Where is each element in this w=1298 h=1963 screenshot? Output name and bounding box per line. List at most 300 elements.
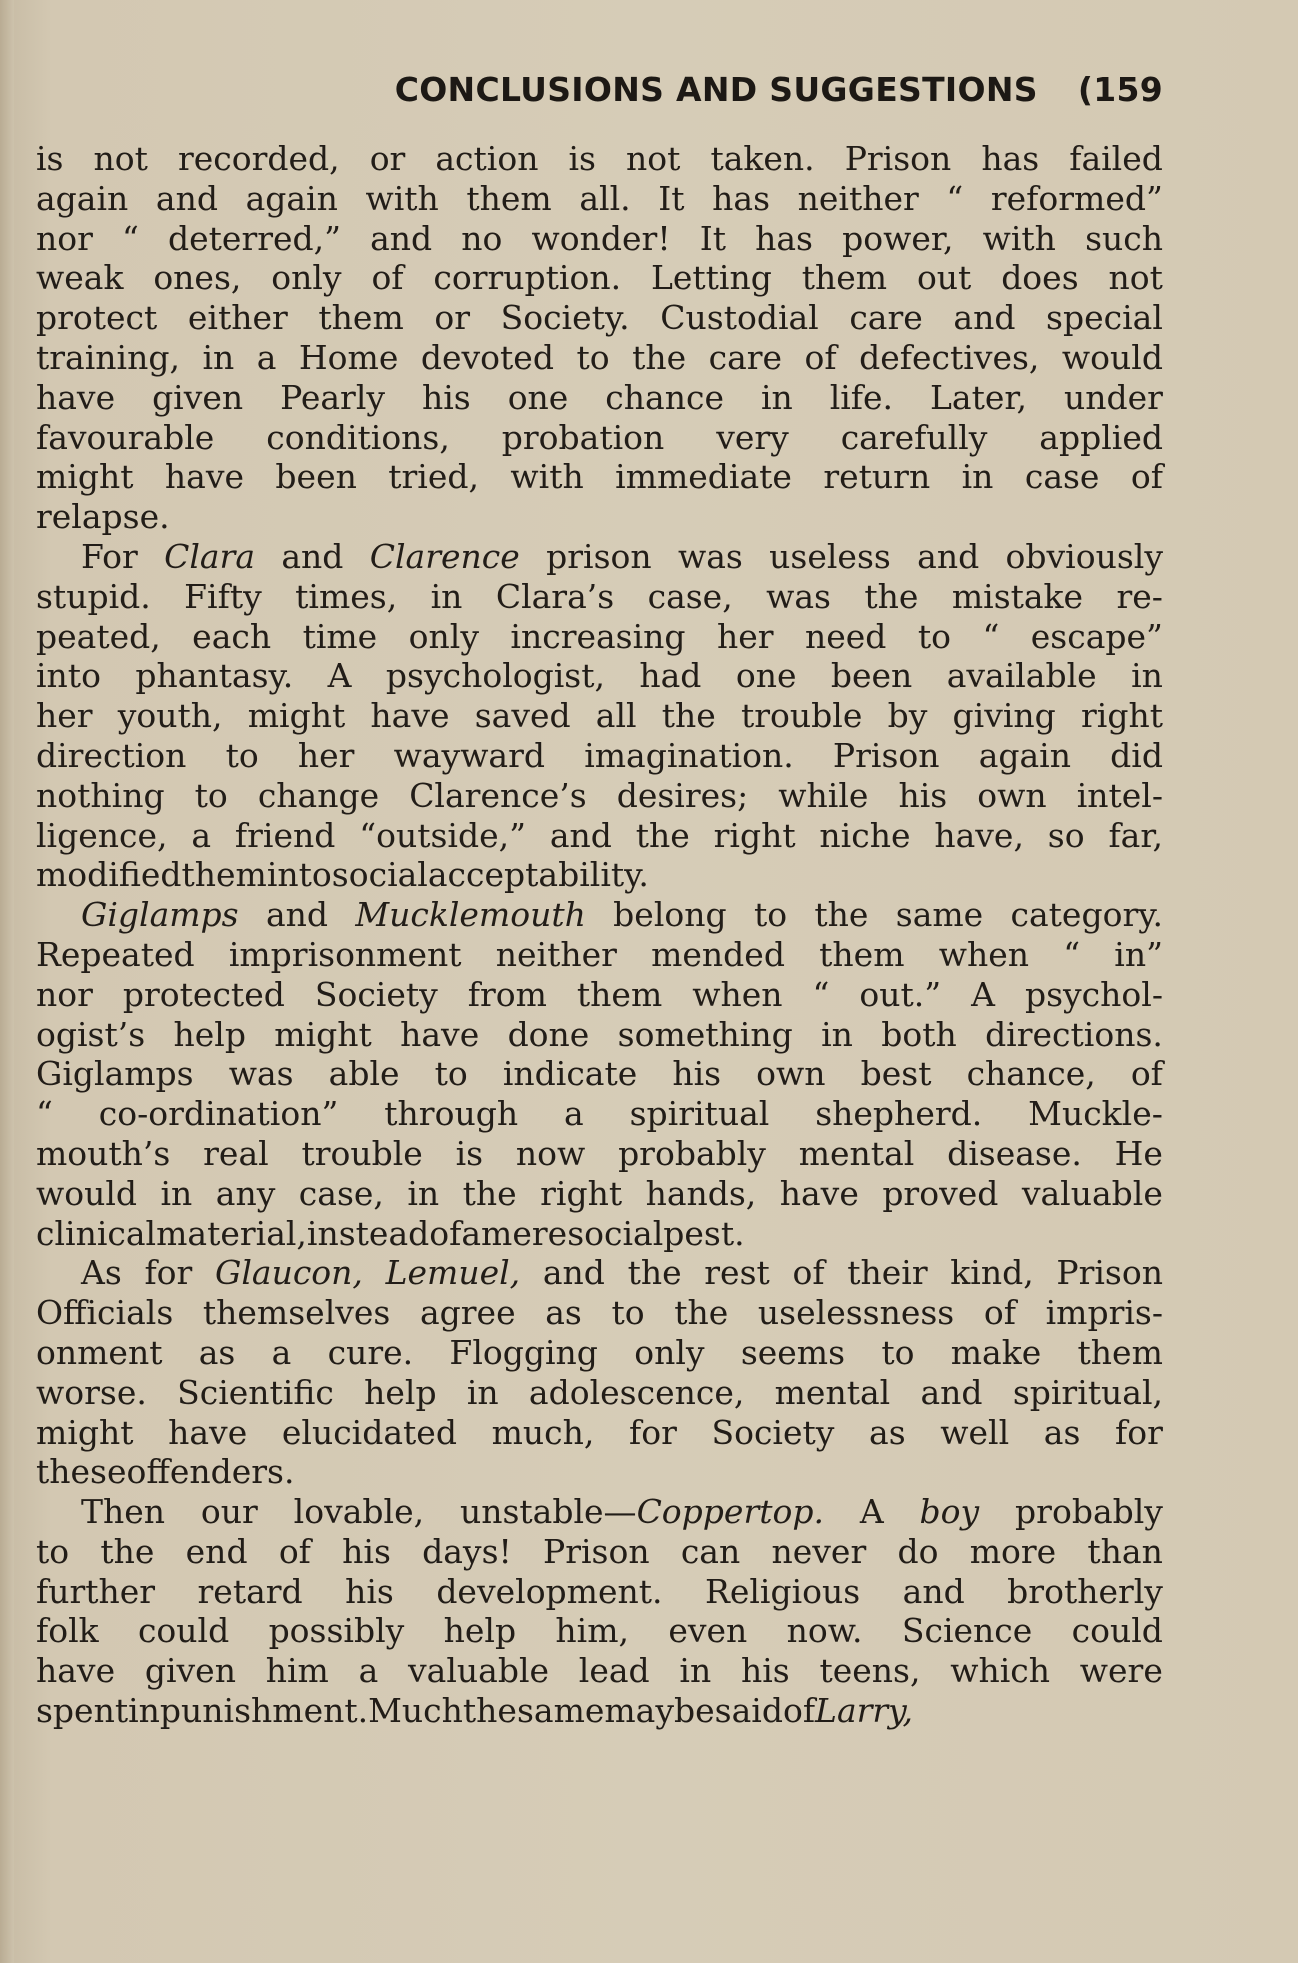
word: material, — [156, 1213, 307, 1253]
text-line — [36, 696, 1163, 736]
word: of — [429, 1213, 462, 1253]
word: Glaucon, — [214, 1253, 363, 1293]
word: right — [713, 815, 796, 855]
word: acceptability. — [427, 855, 649, 895]
word: as — [545, 1293, 582, 1333]
word: obviously — [1005, 536, 1163, 576]
word: Science — [901, 1611, 1033, 1651]
word: case, — [647, 576, 733, 616]
word: in — [202, 337, 235, 377]
word: them — [1077, 1332, 1163, 1372]
word: was — [228, 1054, 294, 1094]
word: immediate — [615, 457, 792, 497]
word: “ — [1063, 934, 1081, 974]
word: available — [946, 656, 1097, 696]
word: probably — [1015, 1492, 1163, 1532]
word: Society — [711, 1412, 835, 1452]
word: with — [982, 218, 1056, 258]
word: recorded, — [177, 139, 340, 178]
word: saved — [474, 696, 571, 736]
word: not — [93, 139, 148, 178]
word: failed — [1069, 139, 1163, 178]
word: impris- — [1045, 1293, 1163, 1333]
word: chance — [605, 377, 724, 417]
word: his — [421, 377, 471, 417]
word: stupid. — [36, 576, 151, 616]
word: more — [969, 1531, 1057, 1571]
word: indicate — [502, 1054, 638, 1094]
text-line — [36, 1015, 1163, 1055]
word: was — [677, 536, 743, 576]
word: mistake — [951, 576, 1084, 616]
word: when — [938, 934, 1029, 974]
word: agree — [419, 1293, 516, 1333]
word: is — [568, 139, 596, 178]
word: trouble — [741, 696, 863, 736]
word: relapse. — [36, 497, 170, 537]
word: in — [961, 457, 994, 497]
word: themselves — [202, 1293, 391, 1333]
word: elucidated — [281, 1412, 457, 1452]
word: under — [1063, 377, 1163, 417]
word: corruption. — [433, 258, 622, 298]
word: them — [576, 974, 663, 1014]
word: as — [869, 1412, 906, 1452]
word: co-ordination” — [98, 1094, 339, 1134]
word: tried, — [388, 457, 479, 497]
word: A — [327, 656, 352, 696]
word: conditions, — [266, 417, 450, 457]
word: through — [384, 1094, 519, 1134]
word: to — [881, 1332, 915, 1372]
word: instead — [306, 1213, 430, 1253]
word: own — [977, 775, 1047, 815]
word: of — [1130, 457, 1163, 497]
word: psychologist, — [385, 656, 605, 696]
word: boy — [919, 1492, 980, 1532]
text-line — [36, 1054, 1163, 1094]
word: now — [515, 1133, 586, 1173]
word: in — [160, 1173, 193, 1213]
word: brotherly — [1007, 1571, 1163, 1611]
text-line — [36, 418, 1163, 458]
word: is — [36, 139, 64, 178]
word: care — [708, 337, 783, 377]
text-line — [36, 258, 1163, 298]
word: further — [36, 1571, 156, 1611]
word: Muckle- — [1028, 1094, 1163, 1134]
word: psychol- — [1024, 974, 1163, 1014]
word: “ — [812, 974, 830, 1014]
word: have — [164, 457, 245, 497]
word: It — [658, 178, 685, 218]
word: to — [225, 735, 259, 775]
word: his — [345, 1571, 394, 1611]
word: as — [1043, 1412, 1081, 1452]
word: would — [36, 1173, 138, 1213]
word: peated, — [36, 616, 161, 656]
word: case, — [298, 1173, 384, 1213]
word: trouble — [301, 1133, 423, 1173]
text-line — [36, 776, 1163, 816]
word: been — [275, 457, 357, 497]
word: directions. — [985, 1014, 1163, 1054]
word: to — [611, 1293, 645, 1333]
word: never — [771, 1531, 867, 1571]
word: his — [740, 1651, 790, 1691]
word: imprisonment — [228, 934, 462, 974]
word: the — [635, 815, 690, 855]
text-line — [36, 1651, 1163, 1691]
word: mended — [651, 934, 785, 974]
word: his — [898, 775, 948, 815]
word: much, — [491, 1412, 595, 1452]
word: as — [198, 1332, 236, 1372]
word: than — [1087, 1531, 1163, 1571]
word: direction — [36, 735, 187, 775]
word: giving — [952, 696, 1056, 736]
word: cure. — [327, 1332, 414, 1372]
word: nothing — [36, 775, 165, 815]
word: the — [864, 576, 919, 616]
word: “ — [36, 1094, 53, 1134]
word: all — [595, 696, 637, 736]
word: action — [435, 139, 539, 178]
word: a — [564, 1094, 584, 1134]
word: belong — [613, 895, 727, 935]
word: them — [318, 298, 404, 338]
word: the — [462, 1173, 517, 1213]
word: escape” — [1030, 616, 1163, 656]
text-line — [36, 497, 1163, 537]
word: probation — [501, 417, 665, 457]
word: days! — [422, 1531, 512, 1571]
word: these — [36, 1452, 127, 1492]
word: not — [1108, 258, 1163, 298]
word: far, — [1108, 815, 1163, 855]
word: life. — [829, 377, 894, 417]
word: in — [466, 1372, 499, 1412]
word: right — [540, 1173, 623, 1213]
word: her — [36, 696, 93, 736]
word: may — [604, 1691, 674, 1731]
word: time — [302, 616, 378, 656]
word: folk — [36, 1611, 99, 1651]
word: modified — [36, 855, 182, 895]
word: ogist’s — [36, 1014, 146, 1054]
text-line — [36, 1134, 1163, 1174]
word: has — [981, 139, 1040, 178]
word: were — [1079, 1651, 1163, 1691]
word: only — [408, 616, 479, 656]
text-line — [36, 537, 1163, 577]
text-line — [36, 736, 1163, 776]
text-line — [36, 1492, 1163, 1532]
word: him — [265, 1651, 329, 1691]
word: Clara — [164, 536, 256, 576]
word: mental — [798, 1133, 915, 1173]
word: and — [917, 536, 980, 576]
word: teens, — [819, 1651, 921, 1691]
word: well — [940, 1412, 1010, 1452]
word: right — [1081, 696, 1163, 736]
word: does — [1001, 258, 1079, 298]
word: their — [847, 1253, 928, 1293]
word: has — [755, 218, 813, 258]
word: in” — [1114, 934, 1163, 974]
page-edge — [0, 0, 14, 1963]
word: able — [328, 1054, 400, 1094]
word: been — [830, 656, 913, 696]
word: do — [897, 1531, 939, 1571]
word: have — [779, 1173, 859, 1213]
word: imagination. — [584, 735, 794, 775]
word: out — [916, 258, 972, 298]
word: could — [1071, 1611, 1163, 1651]
word: by — [887, 696, 928, 736]
word: protected — [122, 974, 285, 1014]
word: done — [507, 1014, 590, 1054]
word: one — [507, 377, 569, 417]
word: own — [756, 1054, 826, 1094]
word: and — [281, 536, 344, 576]
word: from — [467, 974, 547, 1014]
word: and — [155, 178, 218, 218]
word: Prison — [543, 1531, 650, 1571]
word: Larry, — [815, 1691, 913, 1731]
text-line — [36, 1691, 1163, 1731]
word: them — [801, 258, 888, 298]
word: Officials — [36, 1293, 174, 1333]
word: and — [265, 895, 328, 935]
word: said — [714, 1691, 783, 1731]
word: valuable — [1021, 1173, 1163, 1213]
word: “ — [982, 616, 1000, 656]
word: in — [1131, 656, 1163, 696]
word: youth, — [117, 696, 223, 736]
text-line — [36, 1572, 1163, 1612]
word: of — [782, 1691, 816, 1731]
word: now. — [786, 1611, 863, 1651]
word: A — [971, 974, 995, 1014]
word: again — [36, 178, 129, 218]
word: Flogging — [449, 1332, 598, 1372]
word: ligence, — [36, 815, 168, 855]
word: kind, — [950, 1253, 1034, 1293]
word: in — [128, 1691, 160, 1731]
word: clinical — [36, 1213, 157, 1253]
word: the — [661, 696, 716, 736]
word: such — [1085, 218, 1163, 258]
text-line — [36, 1373, 1163, 1413]
word: of — [371, 258, 404, 298]
text-line — [36, 577, 1163, 617]
word: so — [1047, 815, 1085, 855]
word: wayward — [393, 735, 546, 775]
word: worse. — [36, 1372, 147, 1412]
word: same — [895, 895, 984, 935]
word: was — [766, 576, 831, 616]
word: mental — [774, 1372, 891, 1412]
word: of — [792, 1253, 825, 1293]
word: in — [407, 1173, 440, 1213]
word: nor — [36, 218, 93, 258]
word: intel- — [1076, 775, 1163, 815]
word: Prison — [844, 139, 952, 178]
word: wonder! — [531, 218, 671, 258]
body-text — [36, 139, 1163, 1731]
word: Clara’s — [495, 576, 615, 616]
word: her — [716, 616, 774, 656]
word: help — [364, 1372, 437, 1412]
word: phantasy. — [135, 656, 294, 696]
text-line — [36, 895, 1163, 935]
text-line — [36, 139, 1163, 179]
word: Prison — [832, 735, 940, 775]
word: either — [187, 298, 288, 338]
word: can — [680, 1531, 741, 1571]
word: same — [516, 1691, 605, 1731]
word: ones, — [153, 258, 242, 298]
word: end — [185, 1531, 248, 1571]
word: power, — [842, 218, 954, 258]
word: reformed” — [990, 178, 1163, 218]
word: possibly — [268, 1611, 405, 1651]
word: mouth’s — [36, 1133, 171, 1173]
word: He — [1114, 1133, 1163, 1173]
word: again — [978, 735, 1071, 775]
word: the — [462, 1691, 517, 1731]
word: Mucklemouth — [355, 895, 586, 935]
text-line — [36, 1174, 1163, 1214]
word: very — [716, 417, 789, 457]
word: in — [760, 377, 793, 417]
word: when — [692, 974, 783, 1014]
word: change — [257, 775, 380, 815]
word: of — [983, 1293, 1016, 1333]
word: is — [455, 1133, 484, 1173]
word: spiritual — [629, 1094, 770, 1134]
word: given — [144, 1651, 236, 1691]
word: to — [36, 1531, 70, 1571]
word: not — [626, 139, 681, 178]
word: deterred,” — [168, 218, 342, 258]
word: useless — [769, 536, 891, 576]
word: be — [674, 1691, 715, 1731]
text-line — [36, 816, 1163, 856]
page-number: (159 — [1077, 70, 1163, 109]
word: any — [215, 1173, 276, 1213]
word: taken. — [710, 139, 815, 178]
word: help — [173, 1014, 246, 1054]
word: unstable—Coppertop. — [459, 1492, 824, 1532]
header-title: CONCLUSIONS AND SUGGESTIONS — [394, 70, 1038, 109]
word: desires; — [616, 775, 749, 815]
word: the — [814, 895, 869, 935]
text-line — [36, 179, 1163, 219]
word: his — [342, 1531, 391, 1571]
word: have — [36, 1651, 116, 1691]
word: lead — [578, 1651, 650, 1691]
word: one — [735, 656, 797, 696]
word: and — [920, 1372, 983, 1412]
text-line — [36, 1611, 1163, 1651]
word: chance, — [966, 1054, 1096, 1094]
text-line — [36, 1333, 1163, 1373]
word: probably — [618, 1133, 766, 1173]
word: Home — [298, 337, 399, 377]
word: would — [1061, 337, 1163, 377]
word: case — [1024, 457, 1100, 497]
word: to — [753, 895, 788, 935]
running-header — [313, 70, 1163, 109]
word: adolescence, — [528, 1372, 745, 1412]
word: Prison — [1056, 1253, 1163, 1293]
text-line — [36, 656, 1163, 696]
word: Repeated — [36, 934, 195, 974]
word: spent — [36, 1691, 129, 1731]
word: the — [100, 1531, 155, 1571]
word: hands, — [645, 1173, 757, 1213]
text-line — [36, 1214, 1163, 1254]
word: given — [152, 377, 244, 417]
text-line — [36, 1413, 1163, 1453]
word: out.” — [859, 974, 942, 1014]
text-line — [36, 617, 1163, 657]
word: might — [36, 1412, 134, 1452]
word: into — [266, 855, 332, 895]
word: have — [168, 1412, 248, 1452]
word: him, — [555, 1611, 629, 1651]
word: to — [194, 775, 228, 815]
word: spiritual, — [1012, 1372, 1163, 1412]
word: her — [297, 735, 355, 775]
word: each — [192, 616, 272, 656]
word: Clarence’s — [409, 775, 587, 815]
word: Scientific — [177, 1372, 334, 1412]
text-line — [36, 935, 1163, 975]
word: social — [567, 1213, 664, 1253]
word: for — [1115, 1412, 1163, 1452]
word: could — [137, 1611, 230, 1651]
word: Pearly — [280, 377, 386, 417]
word: to — [917, 616, 951, 656]
word: retard — [197, 1571, 303, 1611]
word: make — [950, 1332, 1042, 1372]
word: “ — [122, 218, 139, 258]
word: lovable, — [293, 1492, 425, 1532]
word: best — [860, 1054, 932, 1094]
word: Fifty — [184, 576, 262, 616]
word: need — [804, 616, 887, 656]
text-line — [36, 1452, 1163, 1492]
word: real — [203, 1133, 269, 1173]
word: no — [461, 218, 503, 258]
word: Society. — [500, 298, 630, 338]
text-line — [36, 298, 1163, 338]
word: a — [271, 1332, 292, 1372]
word: offenders. — [126, 1452, 295, 1492]
text-line — [36, 1293, 1163, 1333]
word: or — [434, 298, 470, 338]
word: and — [370, 218, 433, 258]
text-line — [36, 975, 1163, 1015]
text-line — [36, 1253, 1163, 1293]
word: times, — [295, 576, 398, 616]
word: Then — [81, 1492, 166, 1532]
text-line — [36, 855, 1163, 895]
text-line — [36, 219, 1163, 259]
